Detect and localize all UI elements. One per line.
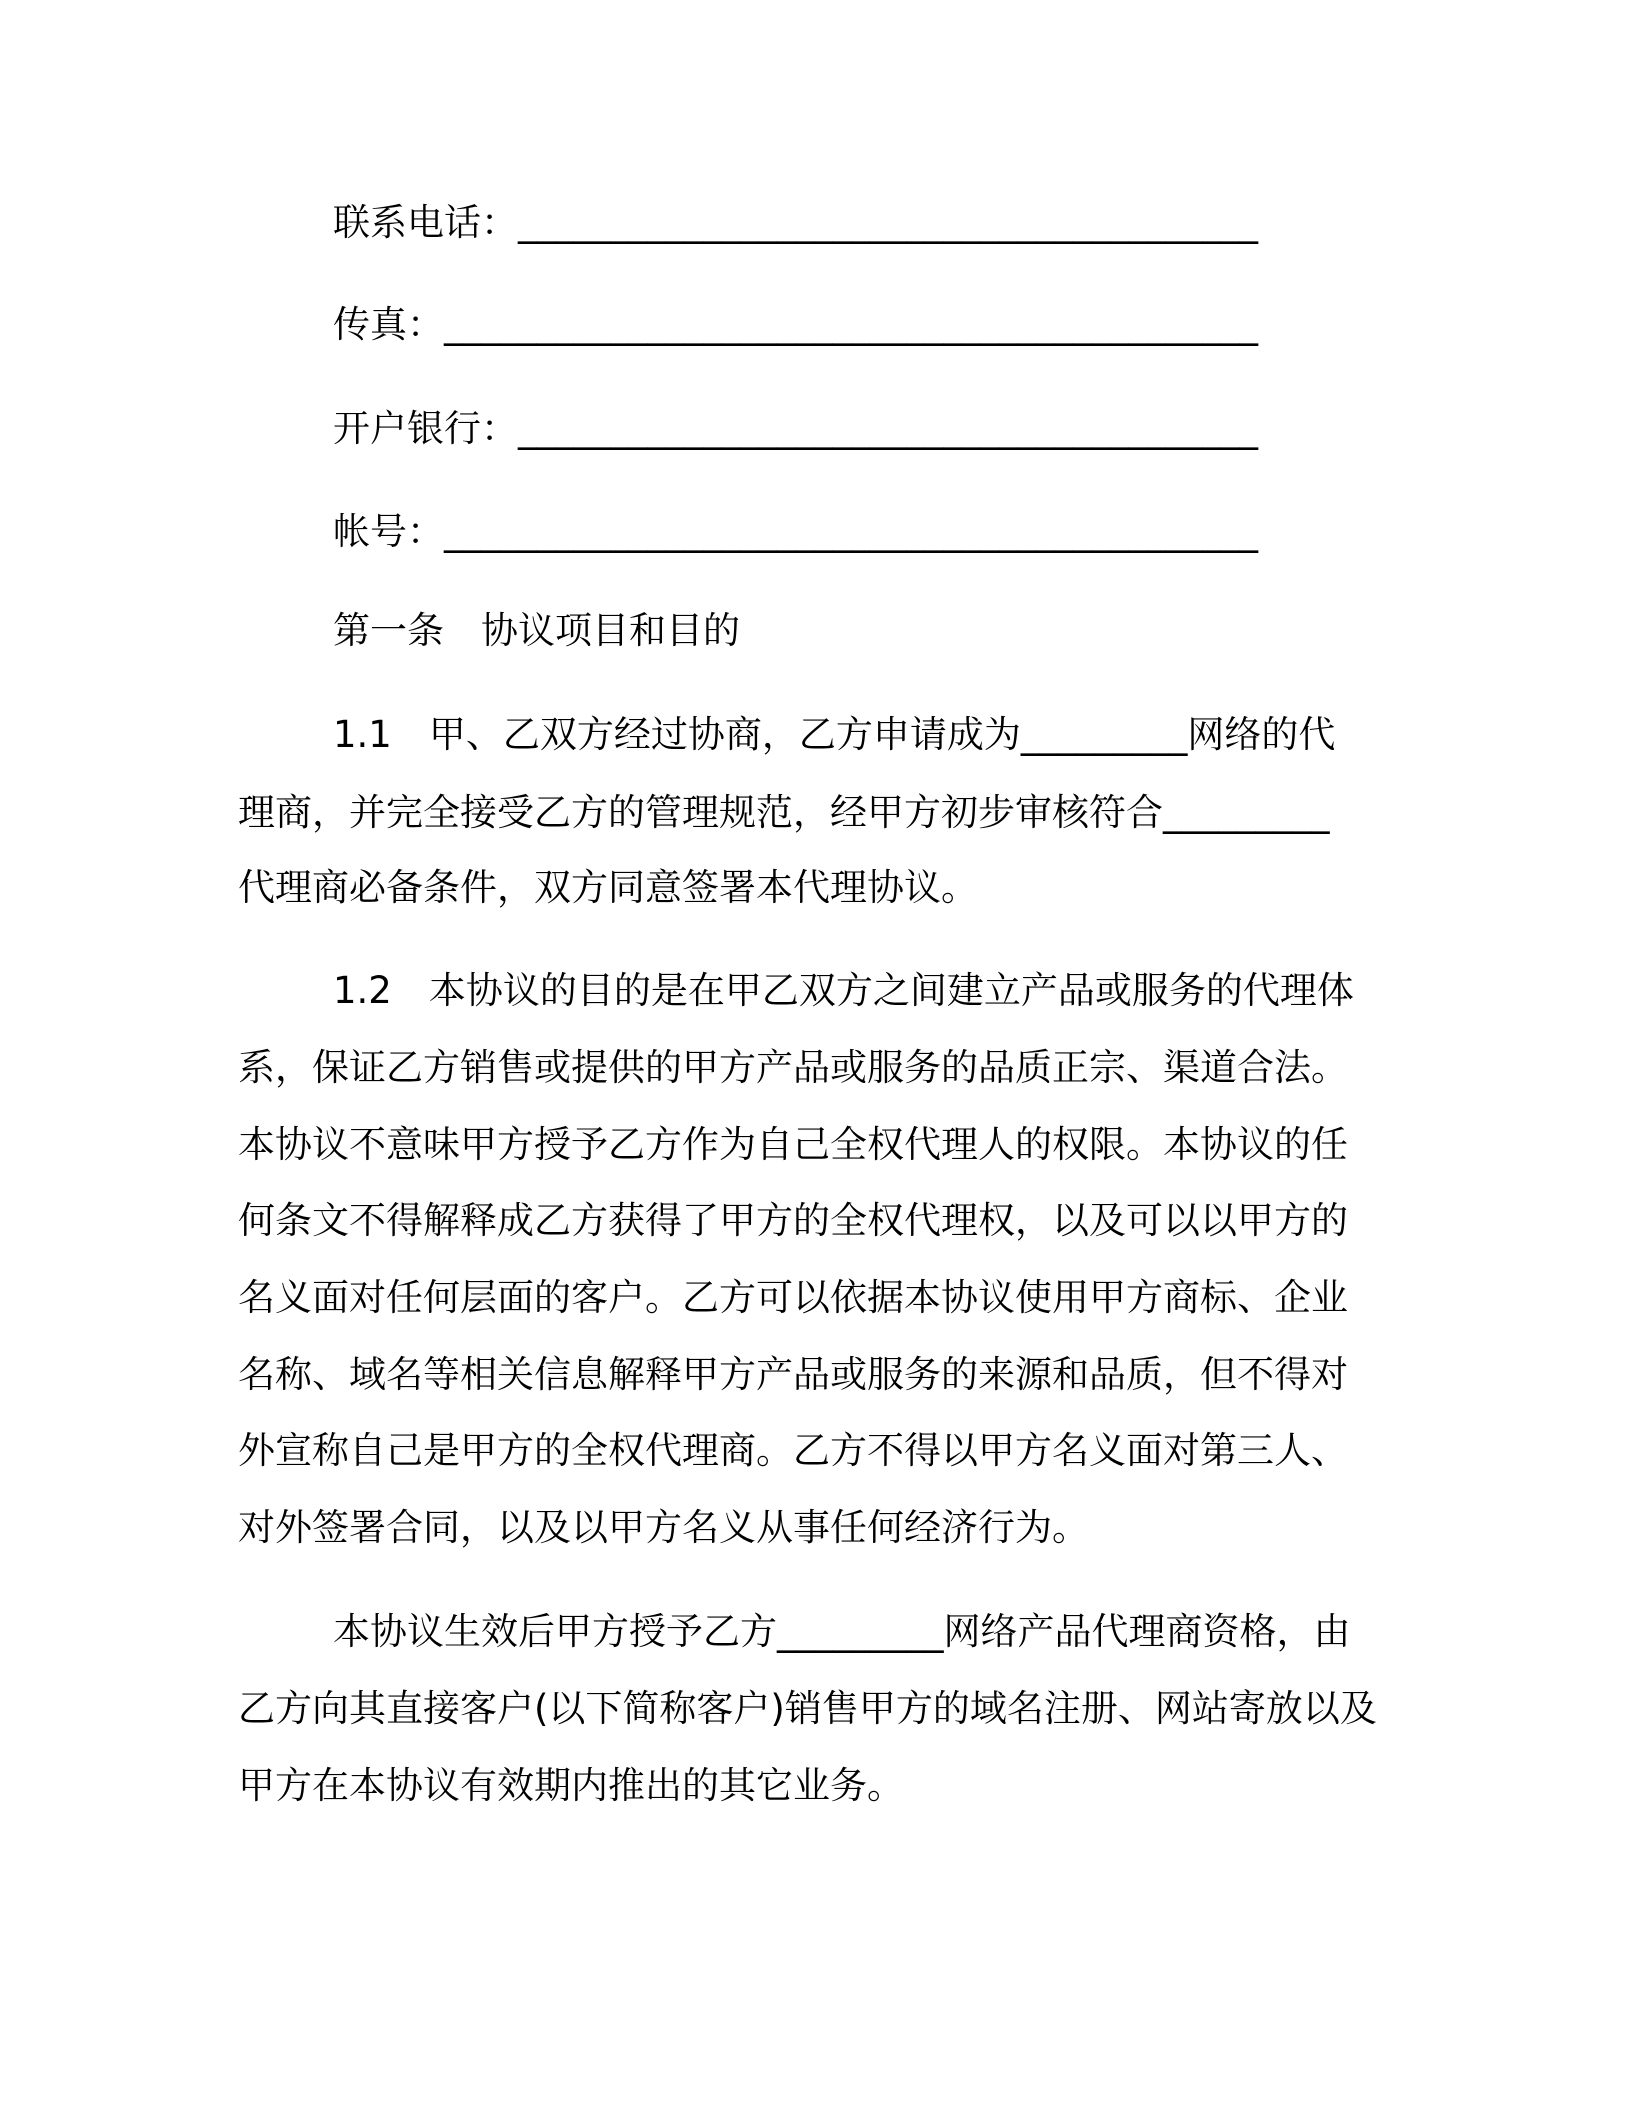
field-phone-label: 联系电话： bbox=[333, 201, 518, 244]
clause-1-1-line: 理商，并完全接受乙方的管理规范，经甲方初步审核符合_________ bbox=[238, 791, 1330, 834]
article-heading: 第一条 协议项目和目的 bbox=[333, 609, 740, 652]
clause-1-2-line: 本协议不意味甲方授予乙方作为自己全权代理人的权限。本协议的任 bbox=[238, 1123, 1348, 1166]
clause-1-2-line: 对外签署合同，以及以甲方名义从事任何经济行为。 bbox=[238, 1506, 1089, 1549]
field-fax bbox=[333, 300, 1258, 350]
clause-1-1-line: 代理商必备条件，双方同意签署本代理协议。 bbox=[238, 866, 978, 909]
field-bank-label: 开户银行： bbox=[333, 407, 518, 450]
clause-1-2-line: 1.2 本协议的目的是在甲乙双方之间建立产品或服务的代理体 bbox=[333, 969, 1354, 1012]
clause-1-2-line: 系，保证乙方销售或提供的甲方产品或服务的品质正宗、渠道合法。 bbox=[238, 1046, 1348, 1089]
field-account-label: 帐号： bbox=[333, 510, 444, 553]
grant-line: 乙方向其直接客户(以下简称客户)销售甲方的域名注册、网站寄放以及 bbox=[238, 1687, 1377, 1730]
field-fax-label: 传真： bbox=[333, 303, 444, 346]
field-phone-blank: ________________________________________ bbox=[518, 201, 1258, 244]
grant-line: 本协议生效后甲方授予乙方_________网络产品代理商资格，由 bbox=[333, 1610, 1351, 1653]
field-bank-blank: ________________________________________ bbox=[518, 407, 1258, 450]
clause-1-2-line: 外宣称自己是甲方的全权代理商。乙方不得以甲方名义面对第三人、 bbox=[238, 1429, 1348, 1472]
grant-line: 甲方在本协议有效期内推出的其它业务。 bbox=[238, 1764, 904, 1807]
field-account bbox=[333, 507, 1258, 557]
field-fax-blank: ____________________________________________ bbox=[444, 303, 1258, 346]
field-account-blank: ____________________________________________ bbox=[444, 510, 1258, 553]
clause-1-2-line: 何条文不得解释成乙方获得了甲方的全权代理权，以及可以以甲方的 bbox=[238, 1199, 1348, 1242]
clause-1-1-line: 1.1 甲、乙双方经过协商，乙方申请成为_________网络的代 bbox=[333, 713, 1336, 756]
field-bank bbox=[333, 404, 1258, 454]
clause-1-2-line: 名义面对任何层面的客户。乙方可以依据本协议使用甲方商标、企业 bbox=[238, 1276, 1348, 1319]
clause-1-2-line: 名称、域名等相关信息解释甲方产品或服务的来源和品质，但不得对 bbox=[238, 1353, 1348, 1396]
field-phone bbox=[333, 198, 1258, 248]
